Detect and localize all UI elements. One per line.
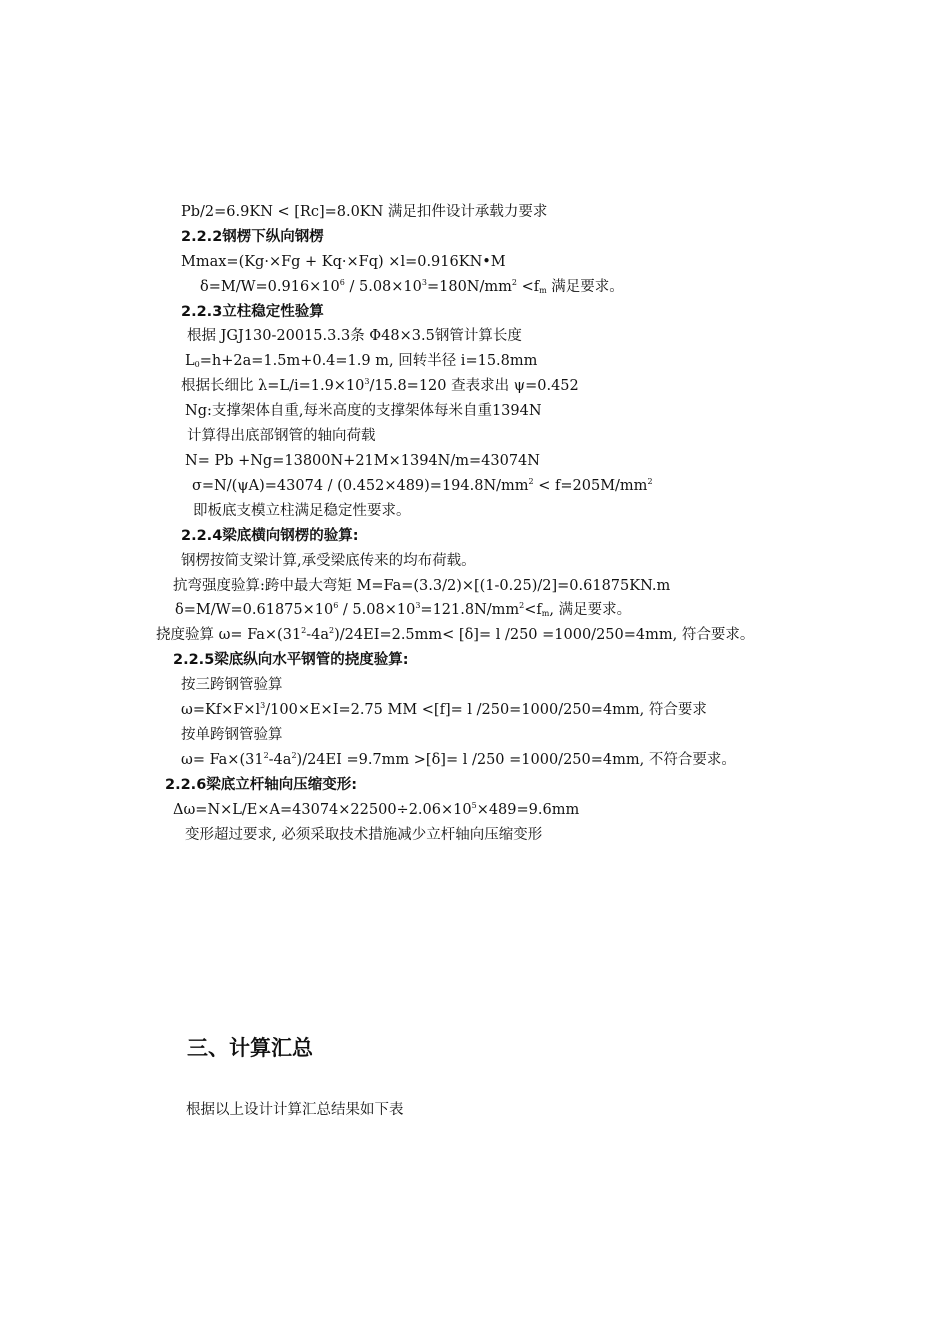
formula-line: 根据长细比 $\lambda=L/i=1.9\times 10^3/15.8=120$ 查表求出 ψ=0.452 (181, 377, 579, 394)
text-line: 钢楞按简支梁计算,承受梁底传来的均布荷载。 (181, 553, 476, 569)
formula-line: $\delta=M/W=0.61875\times 10^6 / 5.08\times 10^3=121.8N/mm^2<f_m$, 满足要求。 (175, 601, 632, 618)
section-3-text: 根据以上设计计算汇总结果如下表 (186, 1102, 404, 1118)
formula-line: 抗弯强度验算:跨中最大弯矩 M=Fa=(3.3/2)×[(1-0.25)/2]=0.61875KN.m (173, 578, 671, 594)
formula-line: $\delta=M/W=0.916\times 10^6 / 5.08\times 10^3=180N/mm^2 <f_m$ 满足要求。 (200, 278, 624, 295)
text-line: Pb/2=6.9KN < [Rc]=8.0KN 满足扣件设计承载力要求 (181, 204, 548, 220)
formula-line: $\omega=Kf\times F\times l^3/100\times E\times I=2.75$ MM <[f]= l /250=1000/250=4mm, 符合要求 (181, 701, 707, 718)
subsection-heading-2-2-3: 2.2.3立柱稳定性验算 (181, 304, 324, 320)
formula-line: 挠度验算 $\omega= Fa\times(31^2-4a^2)/24EI=2.5mm< [\delta]= l$ /250 =1000/250=4mm, 符合要求。 (156, 626, 755, 643)
text-line: 即板底支模立柱满足稳定性要求。 (193, 503, 411, 519)
formula-line: $\sigma=N/(\psi A)=43074 / (0.452\times 489)=194.8N/mm^2 < f=205M/mm^2$ (192, 477, 653, 494)
text-line: 计算得出底部钢管的轴向荷载 (187, 428, 376, 444)
formula-line: Mmax=(Kg·×Fg + Kq·×Fq) ×l=0.916KN•M (181, 254, 506, 270)
formula-line: $L_0=h+2a=1.5m+0.4=1.9$ m, 回转半径 i=15.8mm (185, 353, 538, 369)
subsection-heading-2-2-5: 2.2.5梁底纵向水平钢管的挠度验算: (173, 652, 409, 668)
formula-line: N= Pb +Ng=13800N+21M×1394N/m=43074N (185, 453, 540, 469)
formula-line: $\omega= Fa\times(31^2-4a^2)/24EI =9.7mm >[\delta]= l$ /250 =1000/250=4mm, 不符合要求。 (181, 751, 736, 768)
subsection-heading-2-2-6: 2.2.6梁底立杆轴向压缩变形: (165, 777, 358, 793)
subsection-heading-2-2-4: 2.2.4梁底横向钢楞的验算: (181, 528, 359, 544)
text-line: Ng:支撑架体自重,每米高度的支撑架体每米自重1394N (185, 403, 542, 419)
formula-line: $\Delta\omega=N\times L/E\times A=43074\times 22500\div 2.06\times 10^5\times 489=9.6mm$ (173, 801, 580, 818)
subsection-heading-2-2-2: 2.2.2钢楞下纵向钢楞 (181, 229, 324, 245)
text-line: 根据 JGJ130-20015.3.3条 Φ48×3.5钢管计算长度 (187, 328, 522, 344)
section-3-heading: 三、计算汇总 (187, 1036, 313, 1060)
text-line: 按单跨钢管验算 (181, 727, 283, 743)
text-line: 变形超过要求, 必须采取技术措施减少立杆轴向压缩变形 (185, 827, 543, 843)
text-line: 按三跨钢管验算 (181, 677, 283, 693)
